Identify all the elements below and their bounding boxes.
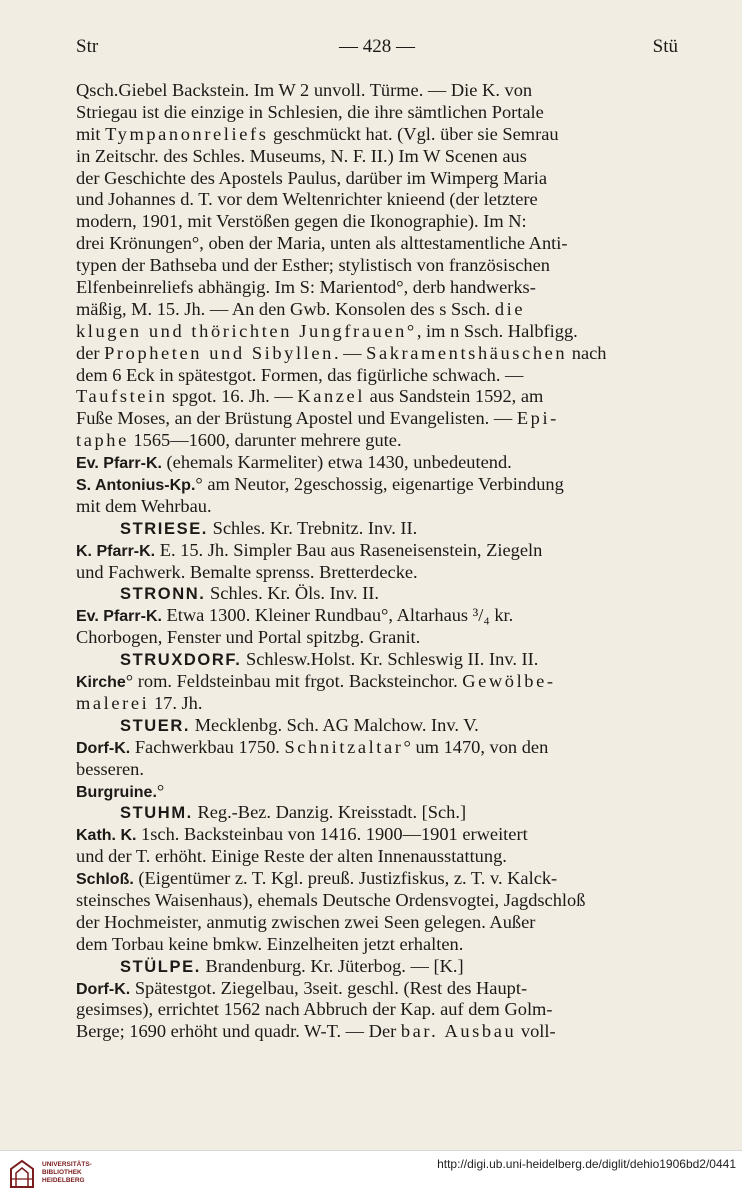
text-run: mit dem Wehrbau. — [76, 495, 212, 516]
entry-heading: Dorf-K. — [76, 980, 131, 998]
text-run: in Zeitschr. des Schles. Museums, N. F. II.) Im W Scenen aus — [76, 145, 527, 166]
place-name: STRIESE. — [120, 519, 208, 538]
text-run: und der T. erhöht. Einige Reste der alten Innenausstattung. — [76, 846, 507, 867]
logo-line-3: HEIDELBERG — [42, 1177, 85, 1184]
text-line — [76, 452, 680, 474]
text-run: gesimses), errichtet 1562 nach Abbruch der Kap. auf dem Golm- — [76, 999, 553, 1020]
text-line — [76, 583, 680, 605]
text-line — [76, 255, 680, 277]
text-line — [76, 518, 680, 540]
text-line — [76, 627, 680, 649]
text-run: Etwa 1300. Kleiner Rundbau°, Altarhaus ³/₄ kr. — [161, 605, 514, 626]
entry-heading: Ev. Pfarr-K. — [76, 608, 162, 626]
text-line — [76, 211, 680, 233]
text-line — [76, 540, 680, 562]
text-run: dem Torbau keine bmkw. Einzelheiten jetzt erhalten. — [76, 933, 464, 954]
text-run: ° um 1470, von den — [403, 736, 549, 757]
text-line — [76, 124, 680, 146]
text-line — [76, 321, 680, 343]
viewer-footer — [0, 1150, 742, 1197]
text-run: der — [76, 342, 105, 363]
text-line — [76, 868, 680, 890]
text-line — [76, 562, 680, 584]
spaced-term: Kanzel — [297, 386, 366, 407]
text-run: steinsches Waisenhaus), ehemals Deutsche Ordensvogtei, Jagdschloß — [76, 889, 586, 910]
text-line — [76, 890, 680, 912]
text-line — [76, 474, 680, 496]
text-run: ° — [156, 780, 165, 801]
text-run: (Eigentümer z. T. Kgl. preuß. Justizfiskus, z. T. v. Kalck- — [133, 868, 558, 889]
text-line — [76, 233, 680, 255]
text-run: und Fachwerk. Bemalte sprenss. Bretterdecke. — [76, 561, 418, 582]
text-line — [76, 102, 680, 124]
text-line — [76, 408, 680, 430]
text-run: Striegau ist die einzige in Schlesien, die ihre sämtlichen Portale — [76, 101, 544, 122]
entry-heading: Kirche — [76, 674, 126, 692]
header-right: Stü — [652, 36, 678, 57]
text-line — [76, 671, 680, 693]
text-run: Mecklenbg. Sch. AG Malchow. Inv. V. — [190, 714, 479, 735]
spaced-term: Taufstein — [76, 386, 168, 407]
place-name: STUER. — [120, 716, 191, 735]
library-logo[interactable] — [8, 1157, 128, 1191]
place-name: STÜLPE. — [120, 957, 201, 976]
text-line — [76, 693, 680, 715]
text-line — [76, 649, 680, 671]
text-run: typen der Bathseba und der Esther; stylistisch von französischen — [76, 255, 550, 276]
header-left: Str — [76, 36, 99, 57]
text-run: Brandenburg. Kr. Jüterbog. — [K.] — [200, 955, 464, 976]
text-line — [76, 496, 680, 518]
text-line — [76, 781, 680, 803]
spaced-term: malerei — [76, 692, 150, 713]
spaced-term: bar. Ausbau — [400, 1021, 517, 1042]
text-line — [76, 80, 680, 102]
text-line — [76, 277, 680, 299]
entry-heading: Kath. K. — [76, 827, 137, 845]
text-run: geschmückt hat. (Vgl. über sie Semrau — [268, 123, 559, 144]
text-run: der Hochmeister, anmutig zwischen zwei Seen gelegen. Außer — [76, 911, 536, 932]
text-run: Reg.-Bez. Danzig. Kreisstadt. [Sch.] — [192, 802, 467, 823]
place-name: STUHM. — [120, 804, 193, 823]
text-run: der Geschichte des Apostels Paulus, darüber im Wimperg Maria — [76, 167, 548, 188]
text-run: aus Sandstein 1592, am — [365, 386, 544, 407]
text-line — [76, 824, 680, 846]
text-line — [76, 802, 680, 824]
page-number: — 428 — — [339, 36, 415, 57]
spaced-term: Propheten und Sibyllen — [104, 342, 334, 363]
spaced-term: Epi- — [516, 408, 559, 429]
logo-line-2: BIBLIOTHEK — [42, 1169, 82, 1176]
text-run: mit — [76, 123, 106, 144]
text-run: nach — [567, 342, 607, 363]
text-run: Elfenbeinreliefs abhängig. Im S: Marientod°, derb handwerks- — [76, 277, 536, 298]
logo-text — [42, 1161, 92, 1185]
entry-heading: K. Pfarr-K. — [76, 542, 156, 560]
spaced-term: Gewölbe- — [462, 671, 556, 692]
spaced-term: Sakramentshäuschen — [366, 342, 568, 363]
text-run: Schles. Kr. Trebnitz. Inv. II. — [208, 517, 418, 538]
text-run: Qsch.Giebel Backstein. Im W 2 unvoll. Türme. — Die K. von — [76, 80, 533, 100]
body-text — [76, 80, 680, 1043]
text-run: Fuße Moses, an der Brüstung Apostel und Evangelisten. — — [76, 408, 517, 429]
text-run: und Johannes d. T. vor dem Weltenrichter knieend (der letztere — [76, 189, 538, 210]
library-seal-icon — [8, 1159, 36, 1189]
spaced-term: taphe — [76, 430, 129, 451]
entry-heading: Burgruine. — [76, 783, 157, 801]
text-run: spgot. 16. Jh. — — [167, 386, 298, 407]
running-header — [76, 36, 678, 66]
text-line — [76, 168, 680, 190]
text-line — [76, 912, 680, 934]
text-run: , im n Ssch. Halbfigg. — [416, 320, 578, 341]
entry-heading: Ev. Pfarr-K. — [76, 455, 162, 473]
text-run: 17. Jh. — [149, 692, 203, 713]
text-run: 1sch. Backsteinbau von 1416. 1900—1901 erweitert — [136, 824, 528, 845]
text-run: Schles. Kr. Öls. Inv. II. — [205, 583, 379, 604]
text-run: besseren. — [76, 758, 144, 779]
text-run: Chorbogen, Fenster und Portal spitzbg. Granit. — [76, 627, 421, 648]
text-run: . — — [333, 342, 367, 363]
text-line — [76, 759, 680, 781]
text-line — [76, 299, 680, 321]
spaced-term: Tympanonreliefs — [105, 123, 269, 144]
place-name: STRUXDORF. — [120, 651, 242, 670]
text-line — [76, 737, 680, 759]
text-run: ° rom. Feldsteinbau mit frgot. Backsteinchor. — [125, 671, 463, 692]
text-run: drei Krönungen°, oben der Maria, unten als alttestamentliche Anti- — [76, 233, 568, 254]
place-name: STRONN. — [120, 585, 206, 604]
text-run: Schlesw.Holst. Kr. Schleswig II. Inv. II. — [241, 649, 539, 670]
text-line — [76, 386, 680, 408]
text-run: E. 15. Jh. Simpler Bau aus Raseneisenstein, Ziegeln — [155, 539, 543, 560]
text-line — [76, 715, 680, 737]
text-line — [76, 999, 680, 1021]
text-line — [76, 846, 680, 868]
text-line — [76, 146, 680, 168]
entry-heading: S. Antonius-Kp. — [76, 477, 196, 495]
text-run: voll- — [516, 1021, 556, 1042]
text-run: 1565—1600, darunter mehrere gute. — [128, 430, 402, 451]
text-line — [76, 365, 680, 387]
text-line — [76, 978, 680, 1000]
text-run: modern, 1901, mit Verstößen gegen die Ikonographie). Im N: — [76, 211, 527, 232]
text-line — [76, 343, 680, 365]
text-run: Fachwerkbau 1750. — [130, 736, 285, 757]
text-run: dem 6 Eck in spätestgot. Formen, das figürliche schwach. — — [76, 364, 524, 385]
text-run: Berge; 1690 erhöht und quadr. W-T. — Der — [76, 1021, 401, 1042]
text-line — [76, 430, 680, 452]
text-run: mäßig, M. 15. Jh. — An den Gwb. Konsolen des s Ssch. — [76, 298, 495, 319]
text-line — [76, 934, 680, 956]
spaced-term: klugen und thörichten Jungfrauen° — [76, 320, 417, 341]
entry-heading: Dorf-K. — [76, 739, 131, 757]
spaced-term: die — [494, 298, 526, 319]
text-line — [76, 1021, 680, 1043]
text-line — [76, 956, 680, 978]
logo-line-1: UNIVERSITÄTS- — [42, 1161, 92, 1168]
text-run: (ehemals Karmeliter) etwa 1430, unbedeutend. — [161, 452, 512, 473]
page-url-link[interactable]: http://digi.ub.uni-heidelberg.de/diglit/dehio1906bd2/0441 — [437, 1157, 736, 1171]
text-line — [76, 605, 680, 627]
entry-heading: Schloß. — [76, 871, 134, 889]
text-run: ° am Neutor, 2geschossig, eigenartige Verbindung — [195, 474, 564, 495]
text-run: Spätestgot. Ziegelbau, 3seit. geschl. (Rest des Haupt- — [130, 977, 528, 998]
spaced-term: Schnitzaltar — [284, 736, 404, 757]
text-line — [76, 189, 680, 211]
